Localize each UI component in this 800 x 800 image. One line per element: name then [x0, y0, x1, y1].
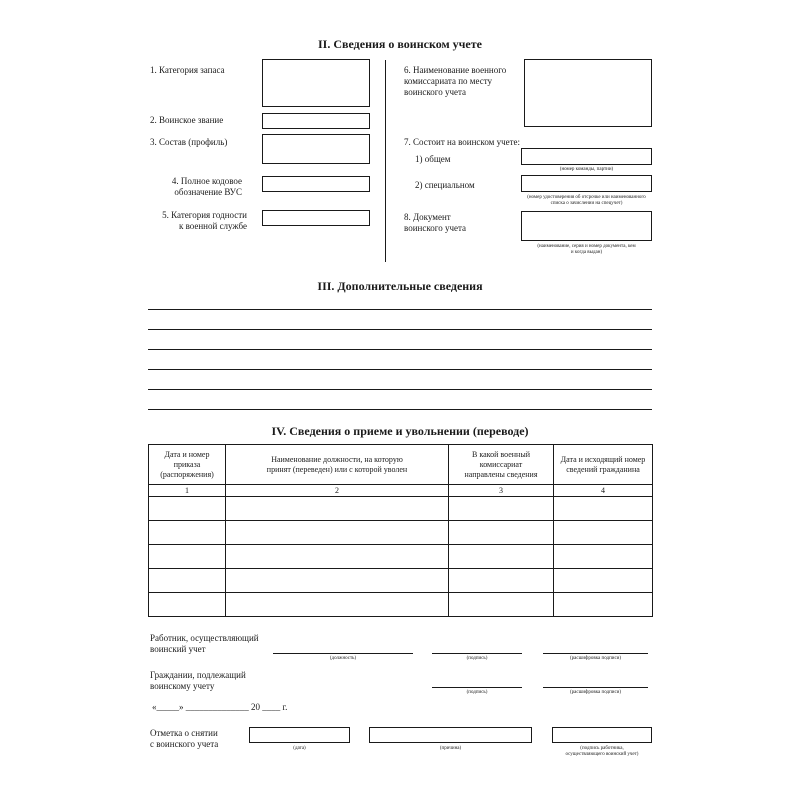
removal-label: Отметка о снятии с воинского учета	[150, 728, 219, 749]
commissariat-label: 6. Наименование военного комиссариата по месту воинского учета	[404, 65, 507, 97]
position-caption: (должность)	[329, 656, 357, 661]
position-line[interactable]	[273, 653, 413, 654]
column-number: 3	[449, 485, 554, 497]
table-cell[interactable]	[449, 497, 554, 521]
additional-info-line[interactable]	[148, 309, 652, 310]
military-document-label: 8. Документ воинского учета	[404, 212, 467, 233]
table-cell[interactable]	[226, 521, 449, 545]
reserve-category-label: 1. Категория запаса	[150, 65, 225, 75]
military-document-field[interactable]	[521, 211, 652, 241]
table-cell[interactable]	[554, 545, 653, 569]
table-cell[interactable]	[554, 497, 653, 521]
column-header: Дата и номер приказа (распоряжения)	[149, 445, 226, 485]
table-cell[interactable]	[149, 545, 226, 569]
signature-caption: (подпись)	[466, 656, 488, 661]
table-cell[interactable]	[554, 521, 653, 545]
table-cell[interactable]	[149, 569, 226, 593]
table-cell[interactable]	[449, 569, 554, 593]
additional-info-line[interactable]	[148, 369, 652, 370]
worker-decode-line[interactable]	[543, 653, 648, 654]
removal-signature-field[interactable]	[552, 727, 652, 743]
additional-info-line[interactable]	[148, 409, 652, 410]
additional-info-line[interactable]	[148, 329, 652, 330]
fitness-category-label: 5. Категория годности к военной службе	[162, 210, 247, 231]
military-rank-label: 2. Воинское звание	[150, 115, 224, 125]
reason-caption: (причина)	[439, 746, 462, 751]
additional-info-line[interactable]	[148, 349, 652, 350]
table-row	[149, 521, 653, 545]
removal-date-field[interactable]	[249, 727, 350, 743]
column-number: 2	[226, 485, 449, 497]
column-number: 1	[149, 485, 226, 497]
worker-label: Работник, осуществляющий воинский учет	[150, 633, 259, 654]
section-4-title: IV. Сведения о приеме и увольнении (переводе)	[271, 424, 529, 438]
table-row	[149, 569, 653, 593]
column-number: 4	[554, 485, 653, 497]
additional-info-line[interactable]	[148, 389, 652, 390]
fitness-category-field[interactable]	[262, 210, 370, 226]
table-cell[interactable]	[554, 569, 653, 593]
military-document-caption: (наименование, серия и номер документа, кем и когда выдан)	[537, 244, 636, 255]
table-cell[interactable]	[149, 521, 226, 545]
table-cell[interactable]	[449, 545, 554, 569]
composition-field[interactable]	[262, 134, 370, 164]
general-registration-field[interactable]	[521, 148, 652, 165]
table-header-row	[149, 445, 653, 485]
table-cell[interactable]	[554, 593, 653, 617]
column-header: В какой военный комиссариат направлены сведения	[449, 445, 554, 485]
table-cell[interactable]	[226, 569, 449, 593]
citizen-decode-line[interactable]	[543, 687, 648, 688]
table-cell[interactable]	[449, 593, 554, 617]
citizen-label: Граждании, подлежащий воинскому учету	[150, 670, 246, 691]
section-2-title: II. Сведения о воинском учете	[318, 37, 482, 51]
special-registration-field[interactable]	[521, 175, 652, 192]
date-line[interactable]: «_____» ______________ 20 ____ г.	[152, 702, 288, 712]
column-divider	[385, 60, 386, 262]
column-header: Наименование должности, на которую принят (переведен) или с которой уволен	[226, 445, 449, 485]
column-number-row	[149, 485, 653, 497]
citizen-signature-line[interactable]	[432, 687, 522, 688]
table-cell[interactable]	[226, 545, 449, 569]
reserve-category-field[interactable]	[262, 59, 370, 107]
table-cell[interactable]	[149, 593, 226, 617]
date-caption: (дата)	[293, 746, 306, 751]
column-header: Дата и исходящий номер сведений гражданина	[554, 445, 653, 485]
table-cell[interactable]	[226, 497, 449, 521]
general-registration-label: 1) общем	[415, 154, 451, 164]
employment-table	[148, 444, 653, 617]
table-cell[interactable]	[149, 497, 226, 521]
decode-caption: (расшифровка подписи)	[569, 690, 622, 695]
vus-code-field[interactable]	[262, 176, 370, 192]
table-row	[149, 497, 653, 521]
composition-label: 3. Состав (профиль)	[150, 137, 228, 147]
special-registration-label: 2) специальном	[415, 180, 475, 190]
table-row	[149, 545, 653, 569]
registration-label: 7. Состоит на воинском учете:	[404, 137, 521, 147]
special-registration-caption: (номер удостоверения об отсрочке или наименованного списка о зачислении на спецучет)	[527, 195, 646, 206]
vus-code-label: 4. Полное кодовое обозначение ВУС	[171, 176, 242, 197]
removal-signature-caption: (подпись работника, осуществляющего воинский учет)	[565, 746, 639, 757]
signature-caption: (подпись)	[466, 690, 488, 695]
section-3-title: III. Дополнительные сведения	[317, 279, 483, 293]
worker-signature-line[interactable]	[432, 653, 522, 654]
removal-reason-field[interactable]	[369, 727, 532, 743]
table-row	[149, 593, 653, 617]
commissariat-field[interactable]	[524, 59, 652, 127]
military-rank-field[interactable]	[262, 113, 370, 129]
decode-caption: (расшифровка подписи)	[569, 656, 622, 661]
general-registration-caption: (номер команды, партии)	[559, 167, 614, 172]
table-cell[interactable]	[226, 593, 449, 617]
table-cell[interactable]	[449, 521, 554, 545]
